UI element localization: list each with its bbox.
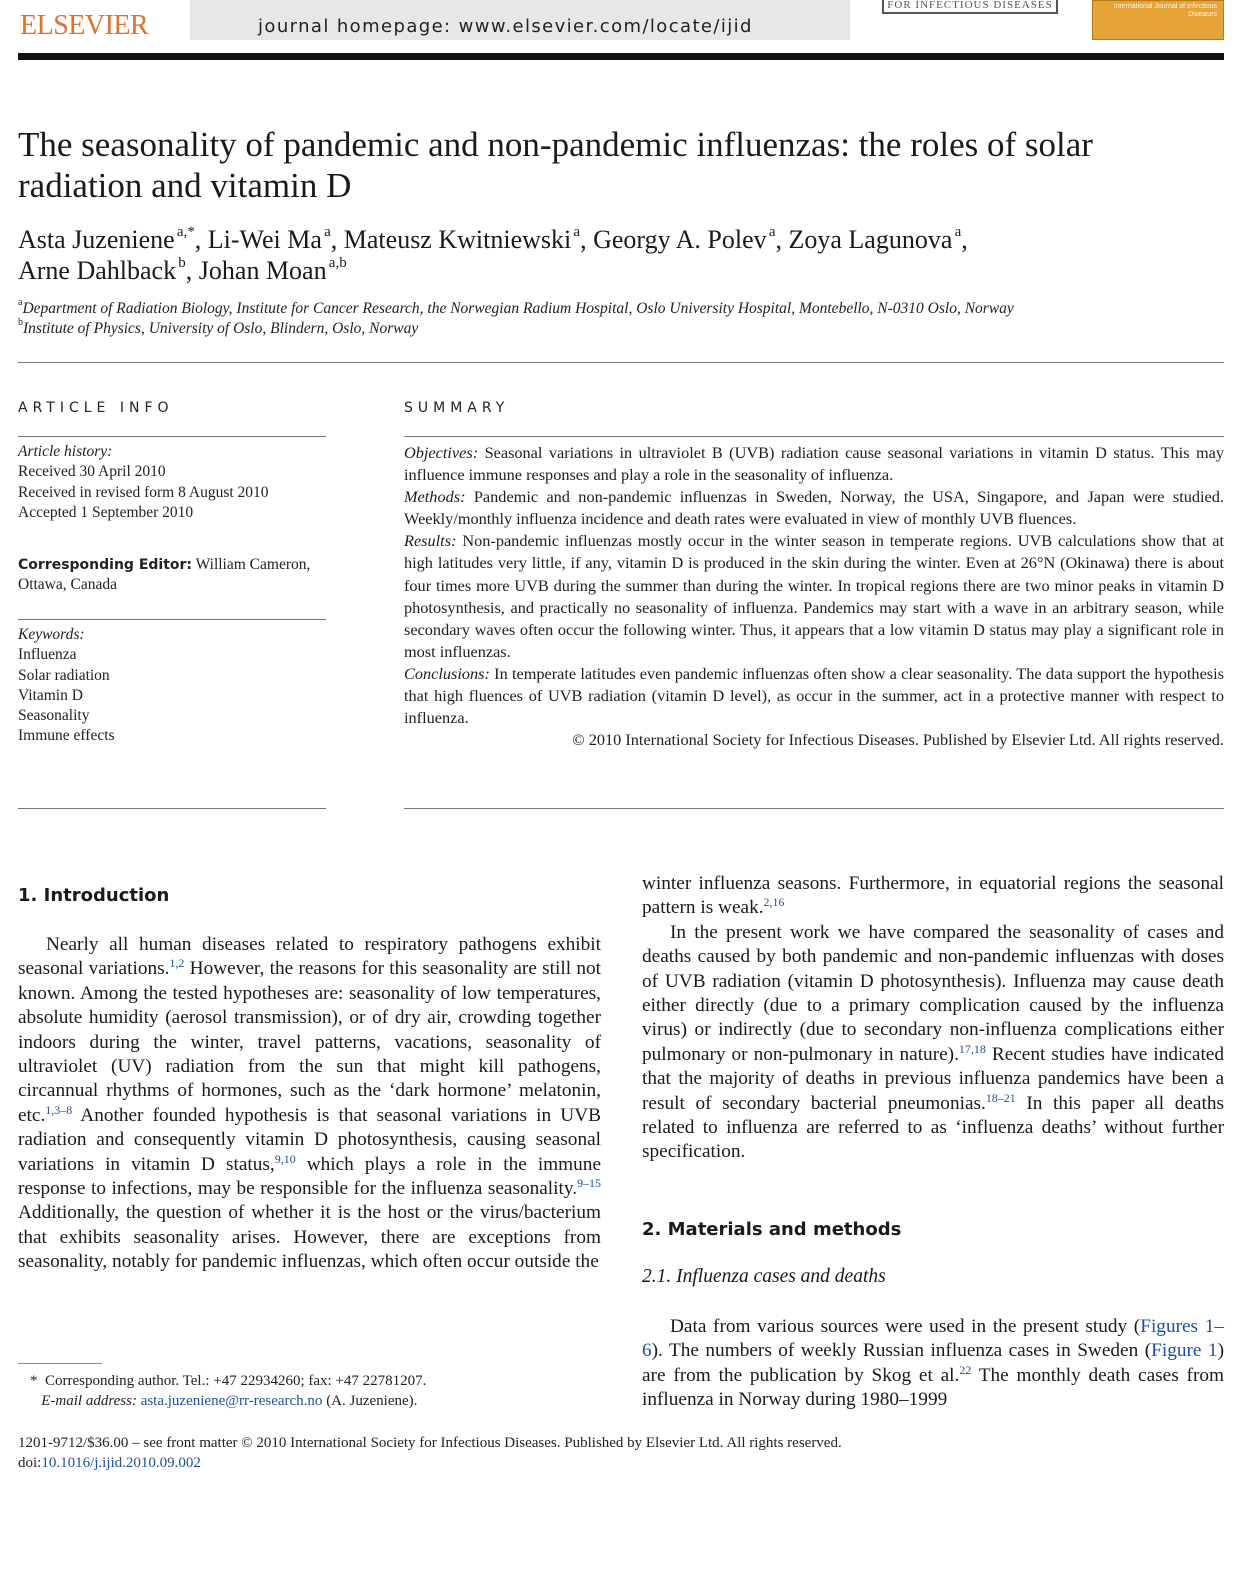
summary-objectives <box>404 442 1224 486</box>
text-run: In the present work we have compared the seasonality of cases and deaths caused by both pandemic and non-pandemic influenzas with doses of UVB radiation (vitamin D photosynthesis). Influenza may cause death either directly (due to a primary complication caused by the influenza virus) or indirectly (due to secondary non-influenza complications either pulmonary or non-pulmonary in nature). <box>642 921 1224 1065</box>
conclusions-text: In temperate latitudes even pandemic influenzas often show a clear seasonality. The data support the hypothesis that high fluences of UVB radiation (vitamin D level), as occur in the summer, act in a protective manner with respect to influenza. <box>404 663 1224 728</box>
text-run: However, the reasons for this seasonality are still not known. Among the tested hypotheses are: seasonality of low temperatures, absolute humidity (aerosol transmission), or of dry air, crowding together indoors during the winter, travel patterns, vacations, seasonality of ultraviolet (UV) radiation from the sun that might kill pathogens, circannual rhythms of hormones, such as the ‘dark hormone’ melatonin, etc. <box>18 958 601 1126</box>
summary-conclusions <box>404 663 1224 729</box>
article-info-heading: ARTICLE INFO <box>18 400 174 416</box>
summary-methods <box>404 486 1224 530</box>
footnote-email <box>30 1391 417 1411</box>
authors-line-2: Arne Dahlback $^b$, Johan Moan $^{a,b}$ <box>18 255 347 285</box>
text-run: Additionally, the question of whether it is the host or the virus/bacterium that exhibits seasonality arises. However, there are exceptions from seasonality, notably for pandemic influenzas, which often occur outside the <box>18 1202 601 1273</box>
text-run: Nearly all human diseases related to respiratory pathogens exhibit seasonal variations. <box>18 934 601 980</box>
email-link[interactable]: asta.juzeniene@rr-research.no <box>140 1393 323 1409</box>
text-run: Another founded hypothesis is that seasonal variations in UVB radiation and consequently vitamin D photosynthesis, causing seasonal variations in vitamin D status, <box>18 1104 601 1175</box>
keywords <box>18 625 115 747</box>
keyword: Influenza <box>18 646 77 664</box>
divider <box>18 436 326 437</box>
reference-link[interactable]: 9–15 <box>577 1175 601 1190</box>
keyword: Seasonality <box>18 707 90 725</box>
authors-line-1: Asta Juzeniene $^{a,*}$, Li-Wei Ma $^a$, Mateusz Kwitniewski $^a$, Georgy A. Polev $^a$, Zoya Lagunova $^a$, <box>18 224 968 254</box>
copyright-line: © 2010 International Society for Infectious Diseases. Published by Elsevier Ltd. All rights reserved. <box>572 730 1224 750</box>
affiliation-a <box>18 297 1014 318</box>
reference-link[interactable]: 18–21 <box>985 1090 1016 1105</box>
author-name[interactable]: Li-Wei Ma <box>207 225 322 254</box>
affiliation-text: Institute of Physics, University of Oslo, Blindern, Oslo, Norway <box>23 320 419 337</box>
keyword: Solar radiation <box>18 666 110 684</box>
reference-link[interactable]: 1,3–8 <box>45 1102 73 1117</box>
affiliation-text: Department of Radiation Biology, Institute for Cancer Research, the Norwegian Radium Hospital, Oslo University Hospital, Montebello, N-0310 Oslo, Norway <box>22 300 1014 317</box>
history-received: Received 30 April 2010 <box>18 463 166 481</box>
divider <box>18 362 1224 363</box>
divider <box>18 619 326 620</box>
journal-homepage-link[interactable]: journal homepage: www.elsevier.com/locate/ijid <box>258 16 753 37</box>
article-title: The seasonality of pandemic and non-pandemic influenzas: the roles of solar radiation and vitamin D <box>18 125 1093 205</box>
summary-abstract <box>404 442 1224 751</box>
journal-cover-thumbnail[interactable] <box>1092 0 1224 40</box>
affiliation-b <box>18 317 419 338</box>
reference-link[interactable]: 1,2 <box>169 956 185 971</box>
conclusions-label: Conclusions: <box>404 663 490 683</box>
author-name[interactable]: Asta Juzeniene <box>18 225 175 254</box>
results-text: Non-pandemic influenzas mostly occur in the winter season in temperate regions. UVB calculations show that at high latitudes very little, if any, vitamin D is produced in the skin during the winter. Even at 26°N (Okinawa) there is about four times more UVB during the summer than during the winter. In tropical regions there are two minor peaks in vitamin D photosynthesis, and practically no seasonality of influenza. Pandemics may start with a wave in an arbitrary season, while secondary waves often occur the following winter. Thus, it appears that a low vitamin D status may play a significant role in most influenzas. <box>404 531 1224 661</box>
corresponding-editor <box>18 555 328 596</box>
section-heading-introduction: 1. Introduction <box>18 885 170 906</box>
author-affiliation-mark[interactable]: a <box>573 224 581 240</box>
doi-link[interactable]: 10.1016/j.ijid.2010.09.002 <box>41 1455 201 1471</box>
author-affiliation-mark[interactable]: b <box>178 255 186 271</box>
divider <box>404 436 1224 437</box>
author-name[interactable]: Mateusz Kwitniewski <box>343 225 572 254</box>
journal-name-badge: FOR INFECTIOUS DISEASES <box>882 0 1058 14</box>
author-affiliation-mark[interactable]: a <box>768 224 776 240</box>
author-name[interactable]: Johan Moan <box>198 256 327 285</box>
keyword: Vitamin D <box>18 686 83 704</box>
methods-label: Methods: <box>404 487 466 507</box>
paragraph <box>642 1315 1224 1413</box>
text-run: ). The numbers of weekly Russian influenza cases in Sweden ( <box>651 1340 1152 1362</box>
text-run: which plays a role in the immune response to infections, may be responsible for the influenza seasonality. <box>18 1153 602 1200</box>
history-accepted: Accepted 1 September 2010 <box>18 503 194 521</box>
reference-link[interactable]: 22 <box>959 1362 972 1377</box>
reference-link[interactable]: 17,18 <box>958 1041 986 1056</box>
editor-place: Ottawa, Canada <box>18 576 117 594</box>
author-affiliation-mark[interactable]: a <box>954 224 962 240</box>
text-run: ) are from the publication by Skog et al. <box>642 1340 1224 1386</box>
introduction-text <box>18 933 601 1275</box>
front-matter-line: 1201-9712/$36.00 – see front matter © 2010 International Society for Infectious Diseases. Published by Elsevier Ltd. All rights reserved. <box>18 1435 842 1451</box>
footnote-mark: * <box>30 1373 38 1389</box>
email-label: E-mail address: <box>41 1393 137 1409</box>
paragraph <box>642 872 1224 921</box>
text-run: In this paper all deaths related to influenza are referred to as ‘influenza deaths’ without further specification. <box>642 1092 1224 1163</box>
author-name[interactable]: Georgy A. Polev <box>593 225 767 254</box>
email-suffix: (A. Juzeniene). <box>326 1393 418 1409</box>
subsection-heading: 2.1. Influenza cases and deaths <box>642 1266 886 1287</box>
article-history <box>18 442 269 523</box>
text-run: winter influenza seasons. Furthermore, in equatorial regions the seasonal pattern is weak. <box>642 873 1224 919</box>
results-label: Results: <box>404 531 457 551</box>
keyword: Immune effects <box>18 727 115 745</box>
footnote-divider <box>18 1363 102 1364</box>
figure-link[interactable]: Figure 1 <box>1151 1340 1218 1362</box>
reference-link[interactable]: 2,16 <box>763 895 785 910</box>
elsevier-logo[interactable]: ELSEVIER <box>20 10 149 41</box>
paragraph <box>18 933 601 1275</box>
methods-text: Pandemic and non-pandemic influenzas in Sweden, Norway, the USA, Singapore, and Japan were studied. Weekly/monthly influenza incidence and death rates were evaluated in view of monthly UVB fluences. <box>404 487 1224 529</box>
affiliation-mark: a <box>18 297 23 308</box>
reference-link[interactable]: 9,10 <box>274 1151 296 1166</box>
author-affiliation-mark[interactable]: a <box>324 224 331 240</box>
summary-heading: SUMMARY <box>404 400 510 416</box>
figure-link[interactable]: Figures 1–6 <box>642 1316 1224 1362</box>
affiliation-mark: b <box>18 317 23 328</box>
history-label: Article history: <box>18 443 113 460</box>
divider <box>18 808 326 809</box>
divider <box>404 808 1224 809</box>
author-name[interactable]: Arne Dahlback <box>18 256 177 285</box>
history-revised: Received in revised form 8 August 2010 <box>18 483 269 501</box>
methods-text <box>642 1315 1224 1413</box>
section-heading-methods: 2. Materials and methods <box>642 1219 902 1240</box>
text-run: The monthly death cases from influenza in Norway during 1980–1999 <box>642 1364 1225 1411</box>
footnote-corresponding-author <box>30 1371 426 1391</box>
summary-results <box>404 530 1224 663</box>
editor-label: Corresponding Editor: <box>18 557 193 573</box>
author-affiliation-mark[interactable]: a,* <box>176 224 195 240</box>
author-affiliation-mark[interactable]: a,b <box>328 255 347 271</box>
text-run: Recent studies have indicated that the majority of deaths in previous influenza pandemics have been a result of secondary bacterial pneumonias. <box>642 1043 1225 1114</box>
doi-line <box>18 1453 201 1473</box>
objectives-text: Seasonal variations in ultraviolet B (UVB) radiation cause seasonal variations in vitamin D status. This may influence immune responses and play a role in the seasonality of influenza. <box>404 443 1224 485</box>
paragraph <box>642 921 1224 1165</box>
cover-text: International Journal of Infectious Diseases <box>1113 3 1217 18</box>
footnote-text: Corresponding author. Tel.: +47 22934260; fax: +47 22781207. <box>45 1373 427 1389</box>
doi-prefix: doi: <box>18 1455 42 1471</box>
objectives-label: Objectives: <box>404 443 479 462</box>
header-rule <box>18 53 1224 60</box>
keywords-label: Keywords: <box>18 626 85 643</box>
text-run: Data from various sources were used in the present study ( <box>670 1316 1141 1337</box>
author-name[interactable]: Zoya Lagunova <box>788 225 953 254</box>
editor-name: William Cameron, <box>195 556 311 573</box>
right-column-text <box>642 872 1224 1165</box>
